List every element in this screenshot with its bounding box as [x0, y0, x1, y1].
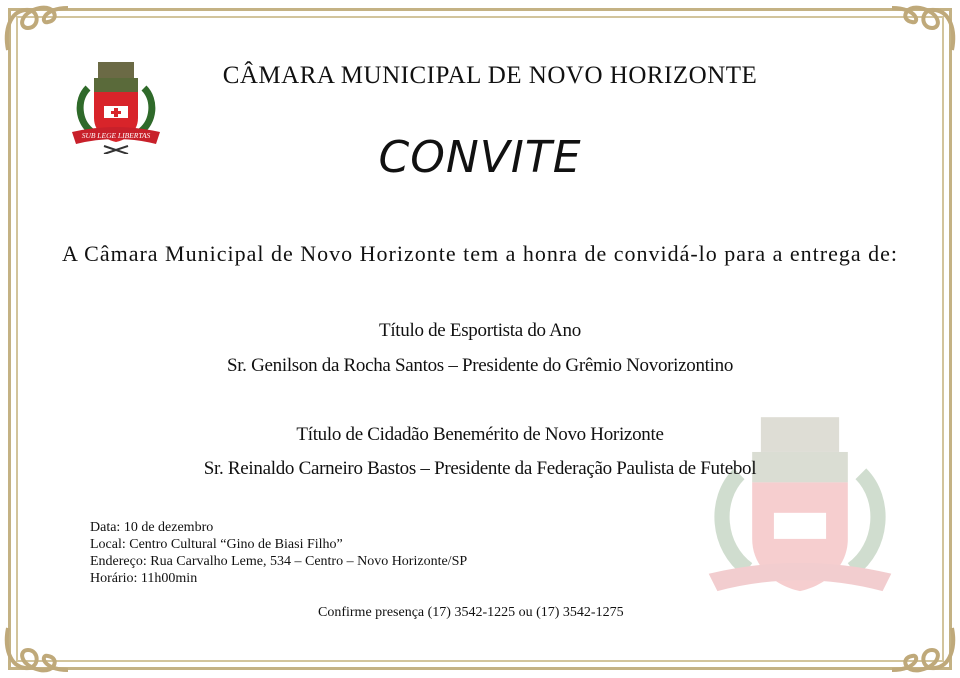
corner-ornament-icon [890, 623, 960, 678]
award-recipient: Sr. Genilson da Rocha Santos – Presidente do Grêmio Novorizontino [226, 355, 734, 376]
event-address: Endereço: Rua Carvalho Leme, 534 – Centro – Novo Horizonte/SP [90, 554, 468, 569]
invitation-heading: CONVITE [378, 132, 582, 183]
event-date: Data: 10 de dezembro [90, 520, 214, 535]
award-title: Título de Cidadão Benemérito de Novo Horizonte [296, 424, 664, 445]
rsvp-text: Confirme presença (17) 3542-1225 ou (17) 3542-1275 [318, 605, 624, 620]
award-title: Título de Esportista do Ano [379, 320, 581, 341]
corner-ornament-icon [890, 0, 960, 55]
award-recipient: Sr. Reinaldo Carneiro Bastos – Presidente da Federação Paulista de Futebol [203, 458, 757, 479]
corner-ornament-icon [0, 623, 70, 678]
event-details [90, 519, 467, 587]
invitation-intro: A Câmara Municipal de Novo Horizonte tem a honra de convidá-lo para a entrega de: [61, 241, 899, 266]
institution-title: CÂMARA MUNICIPAL DE NOVO HORIZONTE [222, 62, 758, 89]
event-time: Horário: 11h00min [90, 571, 198, 586]
corner-ornament-icon [0, 0, 70, 55]
crest-motto: SUB LEGE LIBERTAS [81, 131, 151, 140]
event-location: Local: Centro Cultural “Gino de Biasi Filho” [90, 537, 343, 552]
